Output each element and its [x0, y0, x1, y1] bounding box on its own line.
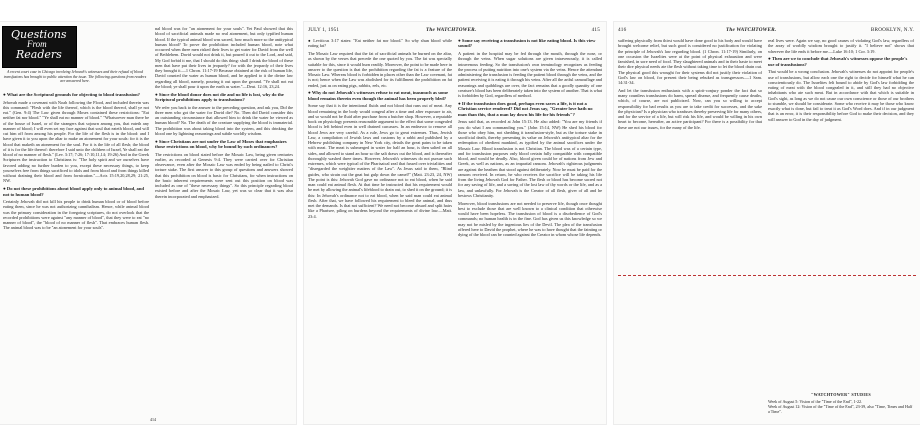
paragraph: nal blood was for "an atonement for your souls". Yet Paul showed that this blood of sacrificial animals made no real atonement, but only typified human blood. If the typical animal blood was sacred, how much more so the antitypical human blood? To prove the prohibition included human blood, note what occurred when three men risked their lives to get water for David from the well of Bethlehem. David would not drink it, but poured it out to the Lord, and said, My God forbid it me, that I should do this thing: shall I drink the blood of these men that have put their lives in jeopardy? for with the jeopardy of their lives they brought it.—1 Chron. 11:17-19 Because obtained at the risk of human life, David counted the water as human blood, and he applied to it the divine law regarding all blood, namely, pouring it out upon the ground. "Ye shall not eat the blood; ye shall pour it upon the earth as water."—Deut. 12:16, 23,24.	[155, 26, 293, 89]
page-1-column-1	[3, 92, 149, 414]
paragraph: That would be a wrong conclusion. Jehovah's witnesses do not appoint for people's use of transfusions, but allow each one the right to decide for himself what he can conscientiously do. The Israelites felt bound to abide by God's law forbidding the eating of meat with the blood congealed in it, and still they had no objective inhabitants who ate such meat. But in accordance with that which is suitable in God's sight, as long as we do not cause our own conscience or those of our brothers to stumble, we should be considerate. Some who receive it may be those who know exactly what is done, but fail to treat it as God's Word does. And if in our judgment that is an error, it is their responsibility before God to make their decision, and they will answer to God in the day of judgment.	[768, 69, 914, 122]
banner-line-1: Questions	[11, 28, 67, 41]
running-head-right: BROOKLYN, N.Y.	[870, 27, 914, 33]
paragraph: Moreover, blood transfusions are not needed to preserve life, though once thought best to exclude those that are well known to a clinical condition that otherwise would have been hopeless. The transfusion of blood is a disobedience of God's commands; no human health is in the fine. God has given us this knowledge so we may not be misled by the ingenious lies of the Devil. The plea of the transfusion offered here to David the prophet, where he was to have thought that the fainting or dying of the blood can be counted against the Creator in whom whose life depends.	[458, 200, 602, 238]
question-heading: ● Since the blood donor does not die and no life is lost, why do the Scriptural prohibitions apply to transfusions?	[155, 91, 284, 102]
question-heading: ● Then are we to conclude that Jehovah's witnesses oppose the people's use of transfusions?	[768, 56, 908, 67]
page-3-column-1	[618, 38, 762, 272]
banner-line-2: From	[27, 39, 47, 49]
running-head-title: The WATCHTOWER.	[726, 27, 777, 33]
running-head-right: 415	[591, 27, 600, 33]
page-2-column-2	[458, 38, 602, 418]
paragraph: suffering physically from thirst would have done good to his body and would have brought welcome relief, but such good is considered no justification for violating the principle of Jehovah's law regarding blood. (1 Chron. 11:17-19) Similarly, on one occasion the Israelites were at the point of physical exhaustion and were famished, in sore need of food. They slaughtered animals and in their haste to meet their dire physical needs ate the flesh without taking time to let the blood drain out. The physical good this wrought for their systems did not justify their violation of God's law on blood, for present their being rebuked as transgressors.—1 Sam. 14:31-34.	[618, 38, 762, 85]
paragraph: ● Leviticus 3:17 states: "Eat neither fat nor blood." So why shun blood while eating fat?	[308, 38, 452, 49]
question-heading: ● Some say receiving a transfusion is not like eating blood. Is this view sound?	[458, 38, 596, 49]
paragraph: Jesus said that, as recorded at John 15:13. He also added: "You are my friends if you do what I am commanding you." (John 15:14, NW) He shed his blood for those who obey him, not shedding it transfusion-style, but as the torture stake in sacrificial death, thereby presenting its value on Jehovah's antitypical altar for the redemption of obedient mankind, as typified by the animal sacrifices under the Mosaic Law. Blood transfusion is not Christian. The blood was of a certain type, and for transfusion purposes only blood certain fully compatible with compatible blood, and would be deadly. Also, blood given could be of nations from Jew and Greek, as well as nations, as an impartial ransom. Jehovah's righteous judgments are against the heathen that stood against deliberately. Now he must be paid for the ransom received. In return, he who receives the sacrifice will be taking his life from the living Jehovah God for Father. The flesh or blood has become sacred not for any saving of life, and a saving of the lost law of thy words or the life, and as a law, and unlawfully. For Jehovah is the Creator of all flesh, giver of all and he bestows Christianity.	[458, 119, 602, 198]
questions-from-readers-banner	[2, 26, 77, 68]
page-3-column-2	[768, 38, 914, 272]
question-heading: ● Since Christians are not under the Law of Moses that emphasizes those restrictions on blood, why be bound by such ordinances?	[155, 138, 287, 150]
page-3	[614, 22, 920, 424]
section-divider	[618, 275, 916, 276]
banner-line-3: Readers	[16, 48, 62, 61]
page-number: 414	[150, 417, 156, 422]
paragraph: Certainly Jehovah did not kill his people to drink human blood or of blood before eating them, since he was not authorizing cannibalism. Hence, while animal blood was the primary consideration in the foregoing scriptures, do not overlook that the recorded prohibitions were against "any manner of blood", that they were to eat "no manner of blood", the "blood of no manner of flesh". That embraces human flesh. The animal blood was to be "an atonement for your souls".	[3, 199, 149, 231]
paragraph: Jehovah made a covenant with Noah following the Flood, and included therein was this command: "Flesh with the life thereof, which is the blood thereof, shall ye not eat." (Gen. 9:4) The Law given through Moses contained these restrictions: "Eat neither fat nor blood." "Ye shall eat no manner of blood." "Whatsoever man there be of the house of Israel, or of the strangers that sojourn among you, that eateth any manner of blood; I will even set my face against that soul that eateth blood, and will cut him off from among his people. For the life of the flesh is in the blood: and I have given it to you upon the altar to make an atonement for your souls: for it is the blood that maketh an atonement for the soul. For it is the life of all flesh; the blood of it is for the life thereof: therefore I said unto the children of Israel, Ye shall eat the blood of no manner of flesh." (Lev. 3:17; 7:26; 17:10,11,14; 19:26) And in the Greek Scriptures the instruction to Christians is: "The holy spirit and we ourselves have favored adding no further burden to you, except these necessary things, to keep yourselves free from things sacrificed to idols and from blood and from things killed without draining their blood and from fornication."—Acts 15:19,20,28,29; 21:25, NW.	[3, 99, 149, 184]
watchtower-studies-box	[768, 392, 914, 414]
studies-week-1: Week of August 5: Vision of the "Time of the End", 1-22.	[768, 399, 863, 404]
intro-note: A recent court case in Chicago involving Jehovah's witnesses and their refusal of blood transfusions has brought to public attention the issue. The following questions from readers are answered here.	[3, 70, 147, 84]
question-heading: ● What are the Scriptural grounds for objecting to blood transfusion?	[3, 92, 140, 97]
paragraph: A patient in the hospital may be fed through the mouth, through the nose, or through the veins. When sugar solutions are given intravenously, it is called intravenous feeding. So the transfusion's own terminology recognizes as feeding the process of putting nutrition into one's system via the veins. Hence the attendant administering the transfusion is feeding the patient blood through the veins, and the patient receiving it is eating it through his veins. After all the artful camouflage and reasonings and quibblings are over, the fact remains that a goodly quantity of one creature's blood has been deliberately taken into the system of another. That is what is forbidden by God, regardless of method.	[458, 51, 602, 98]
paragraph: real lives were. Again we say, no good causes of violating God's law, regardless of the array of worldly wisdom brought to justify it. "I believe not" shows that wherever the life ends it before me.—Luke 16:10; 1 Cor. 3:19.	[768, 38, 914, 54]
page-1	[0, 22, 296, 424]
studies-heading: "WATCHTOWER" STUDIES	[811, 392, 871, 397]
page-2	[304, 22, 606, 424]
question-heading: ● Why do not Jehovah's witnesses refuse to eat meat, inasmuch as some blood remains therein even though the animal has been properly bled?	[308, 90, 449, 101]
page-2-column-1	[308, 38, 452, 418]
question-heading: ● If the transfusion does good, perhaps even saves a life, is it not a Christian service rendered? Did not Jesus say, "Greater love hath no man than this, that a man lay down his life for his friends"?	[458, 100, 593, 117]
page-1-column-2	[155, 26, 293, 414]
paragraph: And let the transfusion enthusiasts with a spirit-conjury ponder the fact that so many countless transfusions do harm, spread disease, and frequently cause deaths, which, of course, are not publicized. Now, can you so willing to accept responsibility for bad results as you are to take credit for successes, and the sake the physician? Is a physician who tranfuses thereby preserving life for many others, and for the service of a life, but will risk his life, and would be willing in his own heart to become, hereafter, an active participant? For there is a possibility for that these are not our issues, for the many of the life.	[618, 87, 762, 130]
paragraph: The restrictions on blood stated before the Mosaic Law, being given centuries earlier, as recorded at Genesis 9:4. They were carried over for Christian observance, even after the Mosaic Law was ended by being nailed to Christ's torture stake. The first answer to this group of questions and answers showed that this prohibition on blood is basic for Christians, for when instructions on the basic inherent requirements were sent out this position on blood was included as one of "these necessary things". So this principle regarding blood existed before and after the Mosaic Law, yet was so clear that it was also therein incorporated and emphasized.	[155, 151, 293, 199]
studies-week-2: Week of August 12: Vision of the "Time of the End", 23-39, also "Time, Times and Half a Time".	[768, 404, 913, 414]
running-head-left: 416	[618, 27, 627, 33]
question-heading: ● Do not these prohibitions about blood apply only to animal blood, and not to human blood?	[3, 186, 144, 197]
paragraph: Some say that it is the intentional fluids and not blood that runs out of meat. Any blood remaining in the body would congeal after a time and after exposure to air, and so would not be fluid after purchase from a butcher shop. However, a reputable book on physiology presents reasonable argument to the effect that some congealed blood is left behind even in well drained carcasses. In an endeavor to remove all blood Jews are very careful. As a rule, Jews go to great extremes. Thus, Jewish Law, a compilation of Jewish laws and customs by a rabbi and published by a Hebrew publishing company in New York city, details the great pains to be taken with meat. The meat is submerged in water for half an hour, is then salted on all sides, and allowed to stand an hour so the salt draws out the blood, and is thereafter thoroughly washed three times. However, Jehovah's witnesses do not pursue such extremes, which were typical of the Pharisaical zeal that fussed over trivialities and "disregarded the weightier matters of the Law". As Jesus said to them, "Blind guides, who strain out the gnat but gulp down the camel!" (Matt. 23:23, 24, NW) The point is this: Jehovah God gave no ordinance not to eat blood, when he said man could eat animal flesh. At that time he instructed that his requirement would be met by allowing the animal's lifeblood to drain out, to shed it on the ground; it is this: In Jehovah's ordinance not to eat blood, when he said man could eat animal flesh. After that, we have followed his requirement to bleed the animal, and thus met the demands. Is that not sufficient? We need not become absurd and split hairs like a Pharisee, piling on burdens beyond the requirements of divine law.—Matt. 23:4.	[308, 103, 452, 219]
running-head-title: The WATCHTOWER.	[426, 27, 477, 33]
paragraph: The Mosaic Law required that the fat of sacrificial animals be burned on the altar, as shown by the verses that precede the one quoted by you. The fat was specially suitable for this, since it would burn readily. Moreover, the point to be made here in answer to the question is that the prohibition regarding the fat is a feature of the Mosaic Law. Whereas blood is forbidden in places other than the Law covenant, fat is not; hence when the Law was abolished for its fulfillment the prohibition on fat ended, just as on eating pigs, rabbits, eels, etc.	[308, 51, 452, 88]
running-head-left: JULY 1, 1951	[308, 27, 340, 33]
paragraph: We refer you back to the answer to the preceding question, and ask you, Did the three men who got the water for David die? No. Then did David consider this an outstanding circumstance that allowed him to drink the water he viewed as human blood? No. The death of the creature supplying the blood is immaterial. The prohibition was about taking blood into the system, and this drinking the blood one by lightning reasonings and subtle worldly wisdom.	[155, 104, 293, 136]
